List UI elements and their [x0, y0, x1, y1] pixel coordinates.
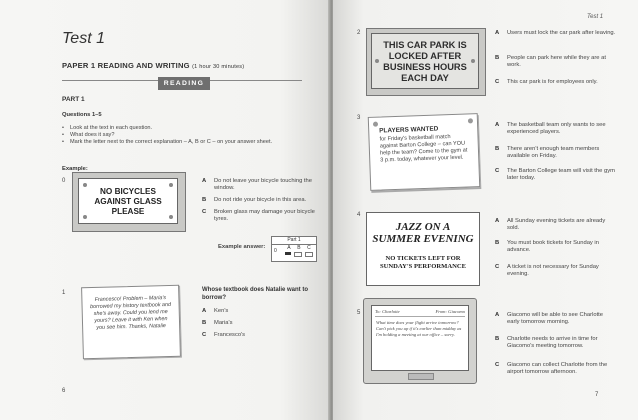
poster-line: SUMMER EVENING [372, 233, 474, 245]
option-letter: B [495, 336, 500, 342]
question-number: 1 [62, 290, 66, 296]
instruction-item: • Mark the letter next to the correct explanation – A, B or C – on your answer sheet. [62, 139, 302, 146]
sign-line: LOCKED AFTER [388, 51, 462, 61]
option-letter: C [495, 168, 500, 174]
handwritten-note [81, 285, 181, 360]
answer-letter: B [297, 245, 301, 251]
email-from: From: Giacomo [435, 309, 465, 314]
option-text: Ken's [214, 308, 229, 314]
instruction-item: • Look at the text in each question. [62, 125, 302, 132]
option-letter: C [202, 332, 207, 338]
instructions [62, 125, 302, 146]
answer-box [271, 236, 317, 262]
option-letter: A [495, 122, 500, 128]
option-letter: C [495, 264, 500, 270]
option-text: The basketball team only wants to see experienced players. [507, 122, 606, 135]
jazz-title [367, 221, 479, 245]
option-text: Francesco's [214, 332, 246, 338]
q1-question: Whose textbook does Natalie want to borrow? [202, 287, 309, 301]
email-screen [371, 305, 469, 371]
option-letter: B [495, 55, 500, 61]
empty-lozenge [305, 252, 313, 257]
poster-line: JAZZ ON A [395, 221, 451, 233]
answer-box-letters [284, 245, 314, 251]
example-answer-label: Example answer: [218, 244, 266, 250]
option-text: Do not ride your bicycle in this area. [214, 197, 307, 203]
empty-lozenge [294, 252, 302, 257]
answer-letter: A [287, 245, 291, 251]
option-letter: B [202, 320, 207, 326]
jazz-poster [366, 212, 480, 286]
option-text: There aren't enough team members available on Friday. [507, 146, 600, 159]
option-letter: A [495, 312, 500, 318]
option-letter: B [495, 146, 500, 152]
right-page [333, 0, 638, 420]
sign-line: THIS CAR PARK IS [383, 40, 467, 50]
paper-title-text: PAPER 1 READING AND WRITING [62, 61, 190, 70]
option-letter: C [495, 362, 500, 368]
car-park-panel [371, 33, 479, 89]
option-letter: B [495, 240, 500, 246]
car-park-sign [366, 28, 486, 96]
jazz-subtitle [367, 255, 479, 271]
email-body: What time does your flight arrive tomorrow? Can't pick you up if it's earlier than midday as I'm holding a meeting at our office – sorry. [376, 320, 462, 337]
answer-letter: C [307, 245, 311, 251]
question-number: 5 [357, 310, 361, 316]
email-to: To: Charlotte [375, 309, 400, 314]
option-text: Maria's [214, 320, 233, 326]
question-number: 3 [357, 115, 361, 121]
note-text: Francesco! Problem – Maria's borrowed my history textbook and she's away. Could you lend me yours? Leave it with Ken when you see him. Thanks, Natalie [90, 295, 172, 331]
page-number: 7 [595, 392, 599, 398]
page-number: 6 [62, 388, 66, 394]
sign-line: BUSINESS HOURS [383, 62, 467, 72]
poster-line: SUNDAY'S PERFORMANCE [379, 263, 467, 270]
example-label: Example: [62, 166, 88, 172]
car-park-text [372, 40, 478, 84]
example-sign-text [79, 187, 177, 217]
pin-icon [468, 118, 473, 123]
option-letter: A [202, 308, 207, 314]
pin-icon [373, 122, 378, 127]
example-sign [72, 172, 186, 232]
option-text: People can park here while they are at work. [507, 55, 606, 68]
running-header: Test 1 [587, 14, 604, 20]
sign-line: EACH DAY [401, 73, 449, 83]
option-text: Giacomo can collect Charlotte from the airport tomorrow afternoon. [507, 362, 608, 375]
marked-lozenge [285, 252, 291, 255]
option-text: Users must lock the car park after leaving. [507, 30, 616, 36]
poster-line: NO TICKETS LEFT FOR [385, 255, 461, 262]
questions-range: Questions 1–5 [62, 112, 102, 118]
answer-box-marks [284, 252, 314, 257]
answer-box-row-number: 0 [274, 248, 277, 254]
option-letter: C [202, 209, 207, 215]
option-text: All Sunday evening tickets are already sold. [507, 218, 606, 231]
question-number: 2 [357, 30, 361, 36]
option-text: You must book tickets for Sunday in advance. [507, 240, 599, 253]
option-letter: A [202, 178, 207, 184]
option-letter: A [495, 30, 500, 36]
option-text: Giacomo will be able to see Charlotte early tomorrow morning. [507, 312, 604, 325]
option-letter: A [495, 218, 500, 224]
part-title: PART 1 [62, 96, 85, 103]
paper-title [62, 61, 244, 70]
computer-monitor [363, 298, 477, 384]
sign-line: PLEASE [111, 207, 145, 216]
section-tag: READING [158, 77, 210, 90]
sign-line: NO BICYCLES [100, 187, 156, 196]
option-text: A ticket is not necessary for Sunday evening. [507, 264, 599, 277]
option-letter: B [202, 197, 207, 203]
monitor-stand [408, 373, 434, 380]
notice-title: PLAYERS WANTED [379, 125, 439, 135]
option-text: This car park is for employees only. [507, 79, 598, 85]
notice-card [368, 113, 481, 191]
example-sign-panel [78, 178, 178, 224]
option-text: Charlotte needs to arrive in time for Giacomo's meeting tomorrow. [507, 336, 598, 349]
notice-body: for Friday's basketball match against Barton College – can YOU help the team? Come to the gym at 3 p.m. today, whatever your level. [379, 134, 468, 164]
option-letter: C [495, 79, 500, 85]
option-text: The Barton College team will visit the gym later today. [507, 168, 615, 181]
email-header [375, 309, 465, 317]
instruction-item: • What does it say? [62, 132, 302, 139]
option-text: Do not leave your bicycle touching the window. [214, 178, 312, 191]
sign-line: AGAINST GLASS [94, 197, 162, 206]
option-text: Broken glass may damage your bicycle tyres. [214, 209, 315, 222]
question-number: 4 [357, 212, 361, 218]
answer-box-header: Part 1 [272, 237, 316, 245]
example-number: 0 [62, 178, 66, 184]
paper-time: (1 hour 30 minutes) [192, 64, 245, 70]
test-title: Test 1 [62, 30, 105, 47]
